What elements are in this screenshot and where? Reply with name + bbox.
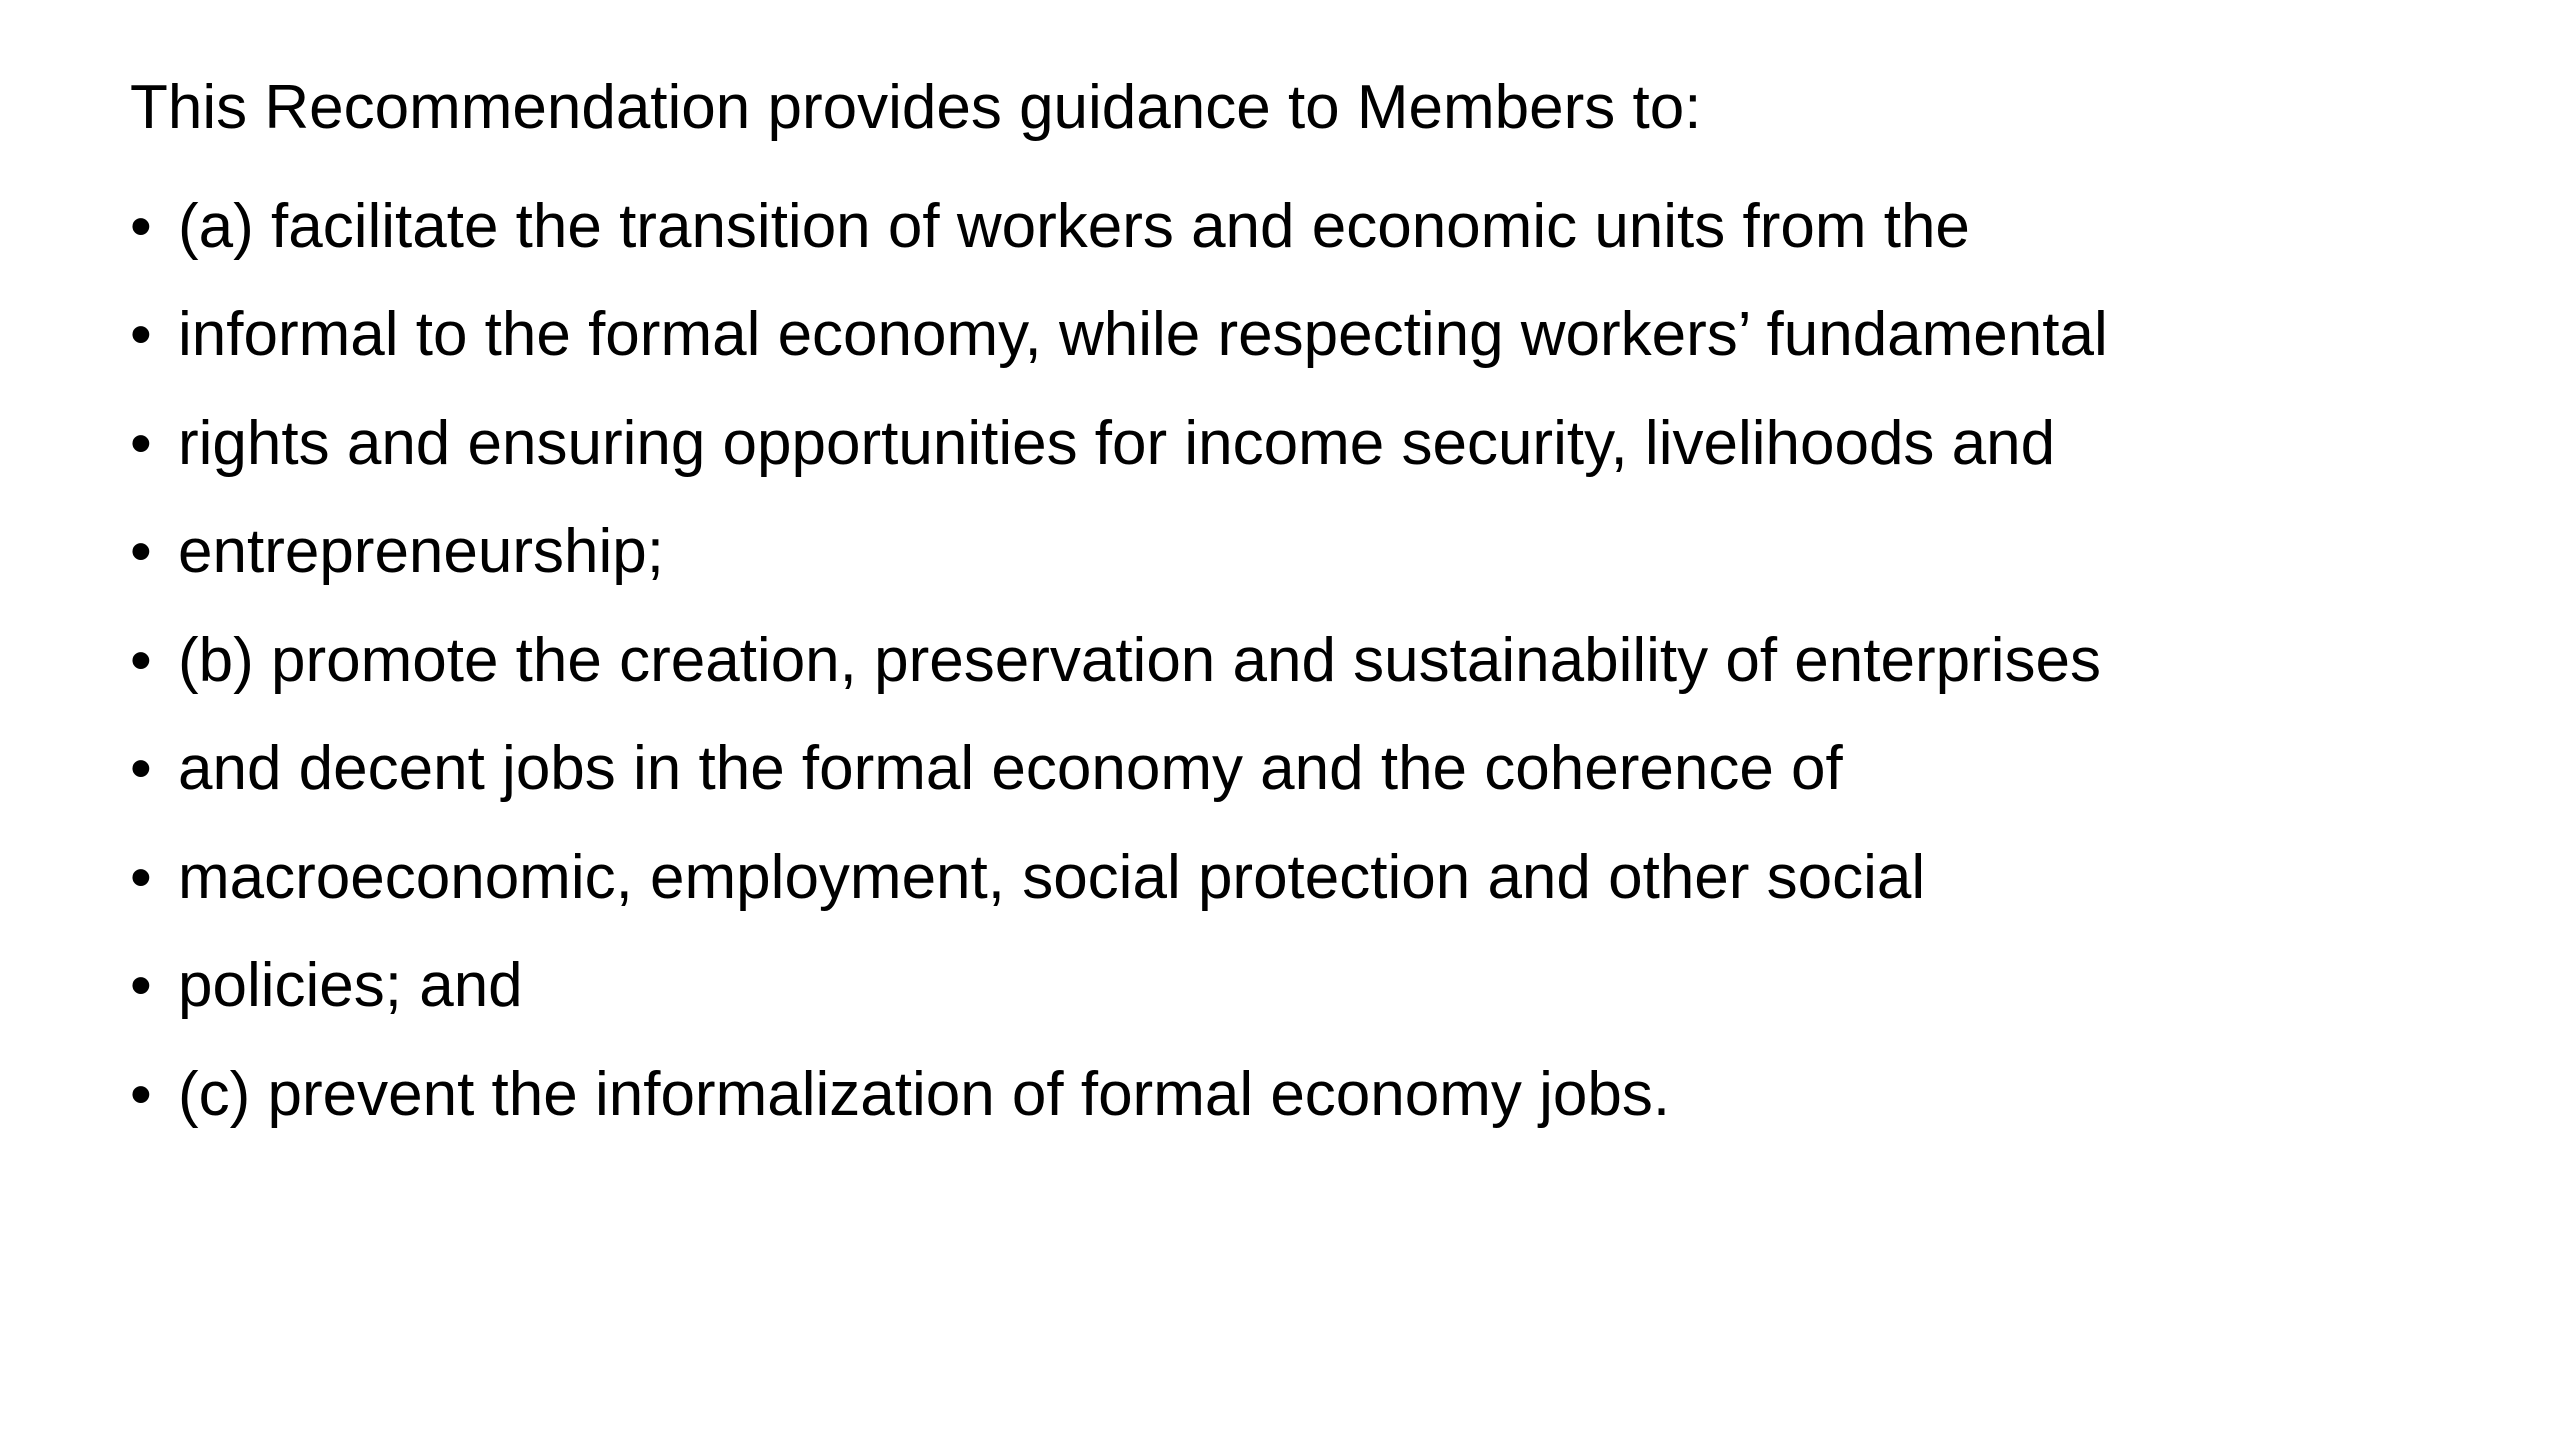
bullet-icon: • bbox=[130, 1059, 152, 1129]
list-item-text: rights and ensuring opportunities for income security, livelihoods and bbox=[178, 408, 2056, 478]
list-item-text: (b) promote the creation, preservation and sustainability of enterprises bbox=[178, 625, 2101, 695]
list-item bbox=[130, 172, 2108, 281]
bullet-icon: • bbox=[130, 734, 152, 804]
list-item bbox=[130, 932, 2108, 1041]
list-item-text: and decent jobs in the formal economy and the coherence of bbox=[178, 734, 1843, 804]
list-item bbox=[130, 498, 2108, 607]
list-item bbox=[130, 606, 2108, 715]
intro-text: This Recommendation provides guidance to Members to: bbox=[130, 73, 1702, 142]
list-item-text: (c) prevent the informalization of formal economy jobs. bbox=[178, 1059, 1671, 1129]
bullet-icon: • bbox=[130, 842, 152, 912]
list-item-text: informal to the formal economy, while respecting workers’ fundamental bbox=[178, 300, 2108, 370]
list-item bbox=[130, 1040, 2108, 1149]
bullet-icon: • bbox=[130, 951, 152, 1021]
list-item-text: entrepreneurship; bbox=[178, 517, 664, 587]
bullet-list bbox=[130, 172, 2108, 1149]
list-item bbox=[130, 823, 2108, 932]
list-item bbox=[130, 389, 2108, 498]
list-item bbox=[130, 281, 2108, 390]
list-item-text: macroeconomic, employment, social protection and other social bbox=[178, 842, 1926, 912]
bullet-icon: • bbox=[130, 300, 152, 370]
bullet-icon: • bbox=[130, 625, 152, 695]
list-item-text: (a) facilitate the transition of workers and economic units from the bbox=[178, 191, 1970, 261]
list-item bbox=[130, 715, 2108, 824]
bullet-icon: • bbox=[130, 191, 152, 261]
bullet-icon: • bbox=[130, 408, 152, 478]
bullet-icon: • bbox=[130, 517, 152, 587]
list-item-text: policies; and bbox=[178, 951, 523, 1021]
